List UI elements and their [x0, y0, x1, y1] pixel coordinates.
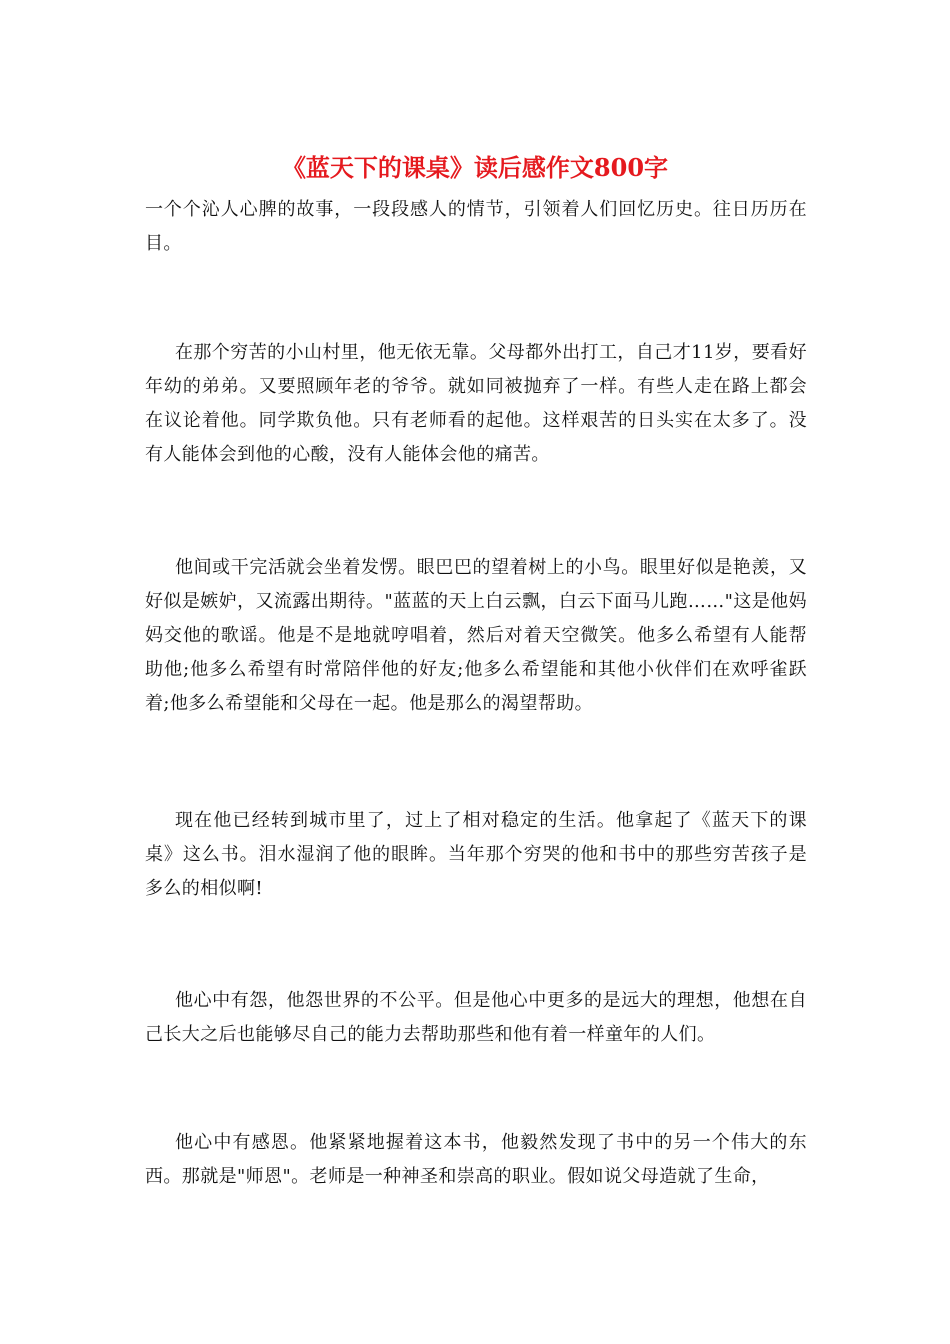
- document-title: 《蓝天下的课桌》读后感作文800字: [281, 153, 669, 182]
- paragraph-4: 现在他已经转到城市里了，过上了相对稳定的生活。他拿起了《蓝天下的课桌》这么书。泪水湿润了他的眼眸。当年那个穷哭的他和书中的那些穷苦孩子是多么的相似啊!: [145, 810, 807, 899]
- paragraph-1: 一个个沁人心脾的故事，一段段感人的情节，引领着人们回忆历史。往日历历在目。: [145, 199, 807, 254]
- paragraph-5: 他心中有怨，他怨世界的不公平。但是他心中更多的是远大的理想，他想在自己长大之后也能够尽自己的能力去帮助那些和他有着一样童年的人们。: [145, 990, 807, 1045]
- paragraph-3: 他间或干完活就会坐着发愣。眼巴巴的望着树上的小鸟。眼里好似是艳羡，又好似是嫉妒，又流露出期待。"蓝蓝的天上白云飘，白云下面马儿跑……"这是他妈妈交他的歌谣。他是不是地就哼唱着，然后对着天空微笑。他多么希望有人能帮助他;他多么希望有时常陪伴他的好友;他多么希望能和其他小伙伴们在欢呼雀跃着;他多么希望能和父母在一起。他是那么的渴望帮助。: [145, 557, 807, 714]
- paragraph-2: 在那个穷苦的小山村里，他无依无靠。父母都外出打工，自己才11岁，要看好年幼的弟弟。又要照顾年老的爷爷。就如同被抛弃了一样。有些人走在路上都会在议论着他。同学欺负他。只有老师看的起他。这样艰苦的日头实在太多了。没有人能体会到他的心酸，没有人能体会他的痛苦。: [145, 342, 807, 465]
- paragraph-6: 他心中有感恩。他紧紧地握着这本书，他毅然发现了书中的另一个伟大的东西。那就是"师恩"。老师是一种神圣和崇高的职业。假如说父母造就了生命，: [145, 1132, 807, 1187]
